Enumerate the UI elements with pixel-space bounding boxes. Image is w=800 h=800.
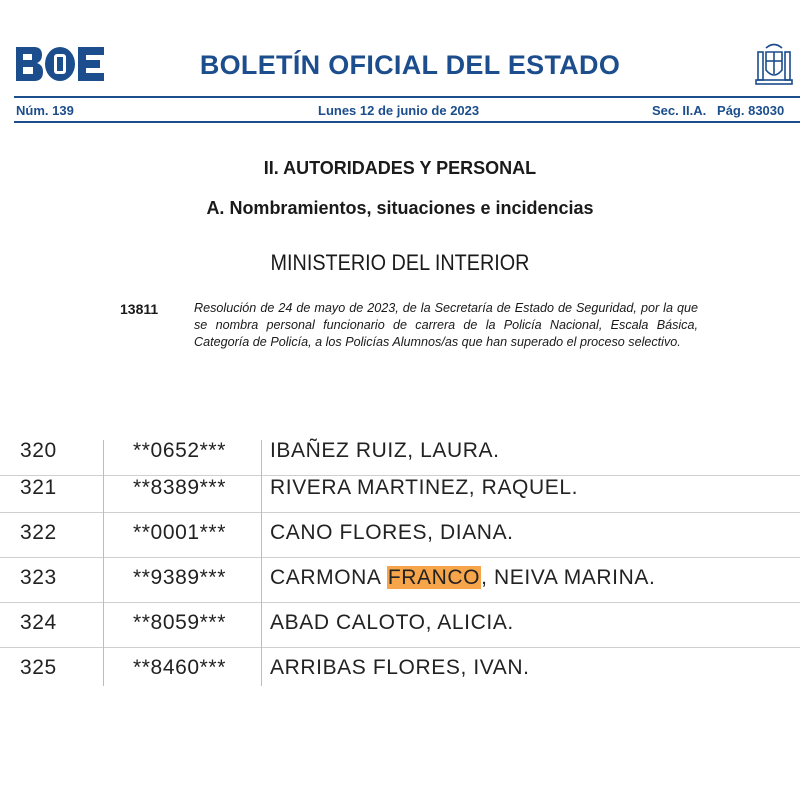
subsection-heading: A. Nombramientos, situaciones e incidencias xyxy=(206,198,594,218)
section-heading: II. AUTORIDADES Y PERSONAL xyxy=(263,158,537,178)
resolution-number: 13811 xyxy=(120,301,159,317)
row-name: ABAD CALOTO, ALICIA. xyxy=(270,611,514,634)
row-id: **0652*** xyxy=(133,439,226,462)
table-row xyxy=(0,512,800,558)
bulletin-title: BOLETÍN OFICIAL DEL ESTADO xyxy=(199,50,621,80)
row-id: **8389*** xyxy=(133,476,226,499)
section-page: Sec. II.A. Pág. 83030 xyxy=(652,103,785,118)
row-id: **8460*** xyxy=(133,656,226,679)
row-number: 323 xyxy=(20,566,57,589)
row-number: 324 xyxy=(20,611,57,634)
header-rule-top xyxy=(14,96,800,98)
row-name: ARRIBAS FLORES, IVAN. xyxy=(270,656,530,679)
resolution-text: Resolución de 24 de mayo de 2023, de la Secretaría de Estado de Seguridad, por la que se nombra personal funcionario de carrera de la Policía Nacional, Escala Básica, Categoría de Policía, a los Policías Alumnos/as que han superado el proceso selectivo. xyxy=(194,301,698,349)
coat-of-arms-icon xyxy=(752,40,796,88)
row-number: 321 xyxy=(20,476,57,499)
row-id: **8059*** xyxy=(133,611,226,634)
table-row xyxy=(0,602,800,648)
row-name: CANO FLORES, DIANA. xyxy=(270,521,514,544)
row-number: 320 xyxy=(20,439,57,462)
row-name: IBAÑEZ RUIZ, LAURA. xyxy=(270,439,500,462)
issue-number: Núm. 139 xyxy=(16,103,74,118)
table-row xyxy=(0,647,800,686)
row-number: 322 xyxy=(20,521,57,544)
highlighted-surname: FRANCO xyxy=(387,566,481,589)
column-divider xyxy=(261,440,262,686)
header-rule-bottom xyxy=(14,121,800,123)
row-number: 325 xyxy=(20,656,57,679)
appointments-table xyxy=(0,430,800,686)
ministry-heading: MINISTERIO DEL INTERIOR xyxy=(270,250,530,275)
table-row xyxy=(0,467,800,513)
row-name: RIVERA MARTINEZ, RAQUEL. xyxy=(270,476,579,499)
column-divider xyxy=(103,440,104,686)
row-id: **9389*** xyxy=(133,566,226,589)
publication-date: Lunes 12 de junio de 2023 xyxy=(318,103,480,118)
table-row xyxy=(0,557,800,603)
row-id: **0001*** xyxy=(133,521,226,544)
boe-logo-icon xyxy=(14,44,106,84)
row-name: CARMONA FRANCO, NEIVA MARINA. xyxy=(270,566,656,589)
